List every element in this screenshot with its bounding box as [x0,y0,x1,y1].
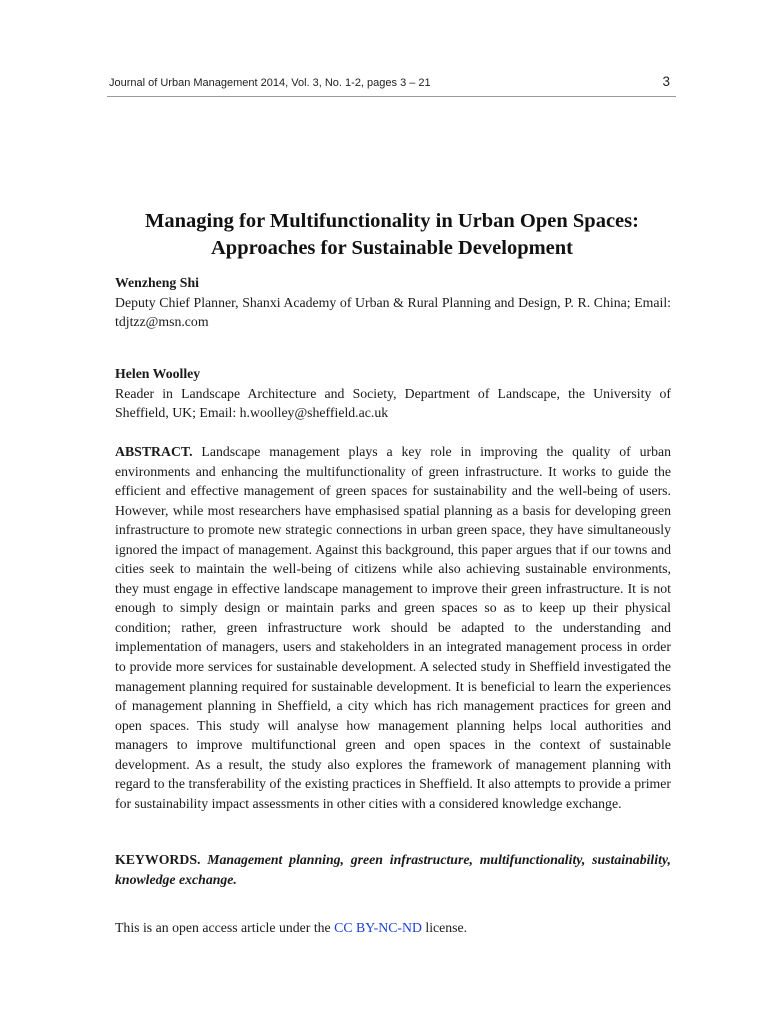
keywords-label: KEYWORDS. [115,852,201,867]
author-block [115,364,671,423]
running-header [107,74,676,97]
abstract [115,442,671,813]
paper-title [96,208,688,262]
author-block [115,273,671,332]
license-prefix: This is an open access article under the [115,920,331,935]
author-affiliation: Reader in Landscape Architecture and Society, Department of Landscape, the University of Sheffield, UK; Email: h.woolley@sheffield.ac.uk [115,385,671,421]
license-notice [115,918,671,938]
journal-citation: Journal of Urban Management 2014, Vol. 3, No. 1-2, pages 3 – 21 [109,77,431,89]
author-affiliation: Deputy Chief Planner, Shanxi Academy of Urban & Rural Planning and Design, P. R. China; Email: tdjtzz@msn.com [115,294,671,330]
abstract-text: Landscape management plays a key role in improving the quality of urban environments and enhancing the multifunctionality of green infrastructure. It works to guide the efficient and effective management of green spaces for sustainability and the well-being of users. However, while most researchers have emphasised spatial planning as a basis for developing green infrastructure to promote new strategic connections in urban green space, they have simultaneously ignored the impact of management. Against this background, this paper argues that if our towns and cities seek to maintain the well-being of citizens while also achieving sustainable environments, they must engage in effective landscape management to improve their green infrastructure. It is not enough to simply design or maintain parks and green spaces so as to keep up their physical condition; rather, green infrastructure work should be adapted to the understanding and implementation of managers, users and stakeholders in an integrated management process in order to provide more services for sustainable development. A selected study in Sheffield investigated the management planning required for sustainable development. It is beneficial to learn the experiences of management planning in Sheffield, a city which has rich management practices for green and open spaces. This study will analyse how management planning helps local authorities and managers to improve multifunctional green and open spaces in the context of sustainable development. As a result, the study also explores the framework of management planning with regard to the transferability of the existing practices in Sheffield. It also attempts to provide a primer for sustainability impact assessments in other cities with a considered knowledge exchange. [115,444,671,811]
keywords [115,850,671,889]
page-number: 3 [662,74,670,89]
author-name: Helen Woolley [115,366,201,381]
paper-title-line-1: Managing for Multifunctionality in Urban Open Spaces: [145,210,639,232]
license-link[interactable]: CC BY-NC-ND [334,920,422,935]
paper-title-line-2: Approaches for Sustainable Development [211,237,573,259]
license-suffix: license. [425,920,468,935]
keywords-text: Management planning, green infrastructure, multifunctionality, sustainability, knowledge exchange. [115,852,671,887]
abstract-label: ABSTRACT. [115,444,193,459]
author-name: Wenzheng Shi [115,275,199,290]
